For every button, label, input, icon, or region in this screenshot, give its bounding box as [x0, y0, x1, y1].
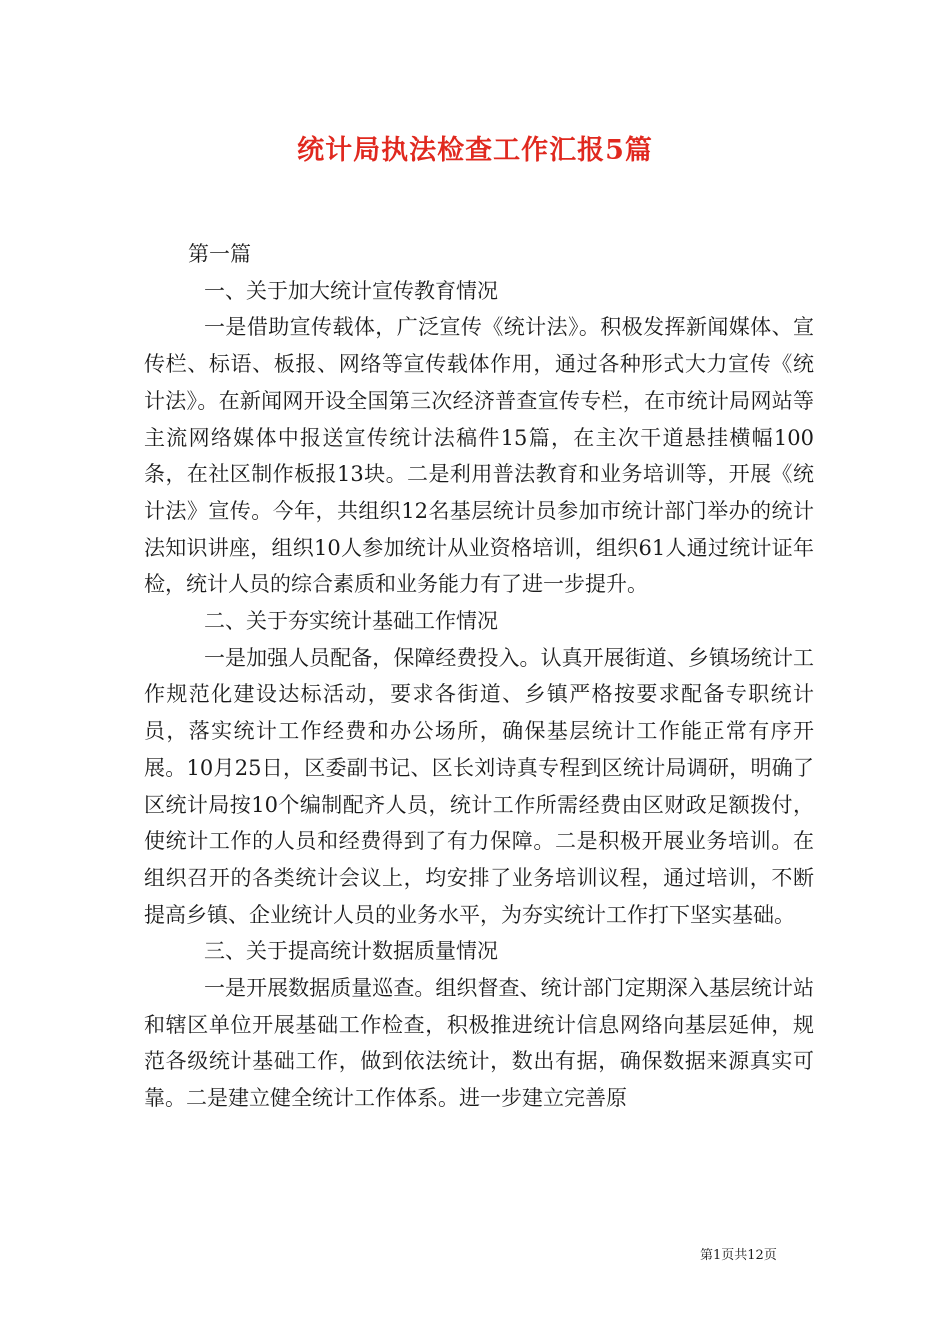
body-paragraph-3: 一是开展数据质量巡查。组织督查、统计部门定期深入基层统计站和辖区单位开展基础工作检查，积极推进统计信息网络向基层延伸，规范各级统计基础工作，做到依法统计，数出有据，确保数据来源真实可靠。二是建立健全统计工作体系。进一步建立完善原 — [144, 976, 814, 1111]
page-title: 统计局执法检查工作汇报5篇 — [297, 135, 653, 166]
section-heading-2: 二、关于夯实统计基础工作情况 — [204, 609, 498, 634]
section-heading-1: 一、关于加大统计宣传教育情况 — [204, 278, 498, 303]
section-heading-3: 三、关于提高统计数据质量情况 — [204, 939, 498, 964]
document-body — [144, 236, 814, 1117]
body-paragraph-1: 一是借助宣传载体，广泛宣传《统计法》。积极发挥新闻媒体、宣传栏、标语、板报、网络等宣传载体作用，通过各种形式大力宣传《统计法》。在新闻网开设全国第三次经济普查宣传专栏，在市统计局网站等主流网络媒体中报送宣传统计法稿件15篇，在主次干道悬挂横幅100条，在社区制作板报13块。二是利用普法教育和业务培训等，开展《统计法》宣传。今年，共组织12名基层统计员参加市统计部门举办的统计法知识讲座，组织10人参加统计从业资格培训，组织61人通过统计证年检，统计人员的综合素质和业务能力有了进一步提升。 — [144, 315, 814, 597]
page-number: 第1页共12页 — [700, 1248, 777, 1263]
section-label: 第一篇 — [188, 242, 251, 266]
body-paragraph-2: 一是加强人员配备，保障经费投入。认真开展街道、乡镇场统计工作规范化建设达标活动，要求各街道、乡镇严格按要求配备专职统计员，落实统计工作经费和办公场所，确保基层统计工作能正常有序开展。10月25日，区委副书记、区长刘诗真专程到区统计局调研，明确了区统计局按10个编制配齐人员，统计工作所需经费由区财政足额拨付，使统计工作的人员和经费得到了有力保障。二是积极开展业务培训。在组织召开的各类统计会议上，均安排了业务培训议程，通过培训，不断提高乡镇、企业统计人员的业务水平，为夯实统计工作打下坚实基础。 — [144, 645, 814, 927]
